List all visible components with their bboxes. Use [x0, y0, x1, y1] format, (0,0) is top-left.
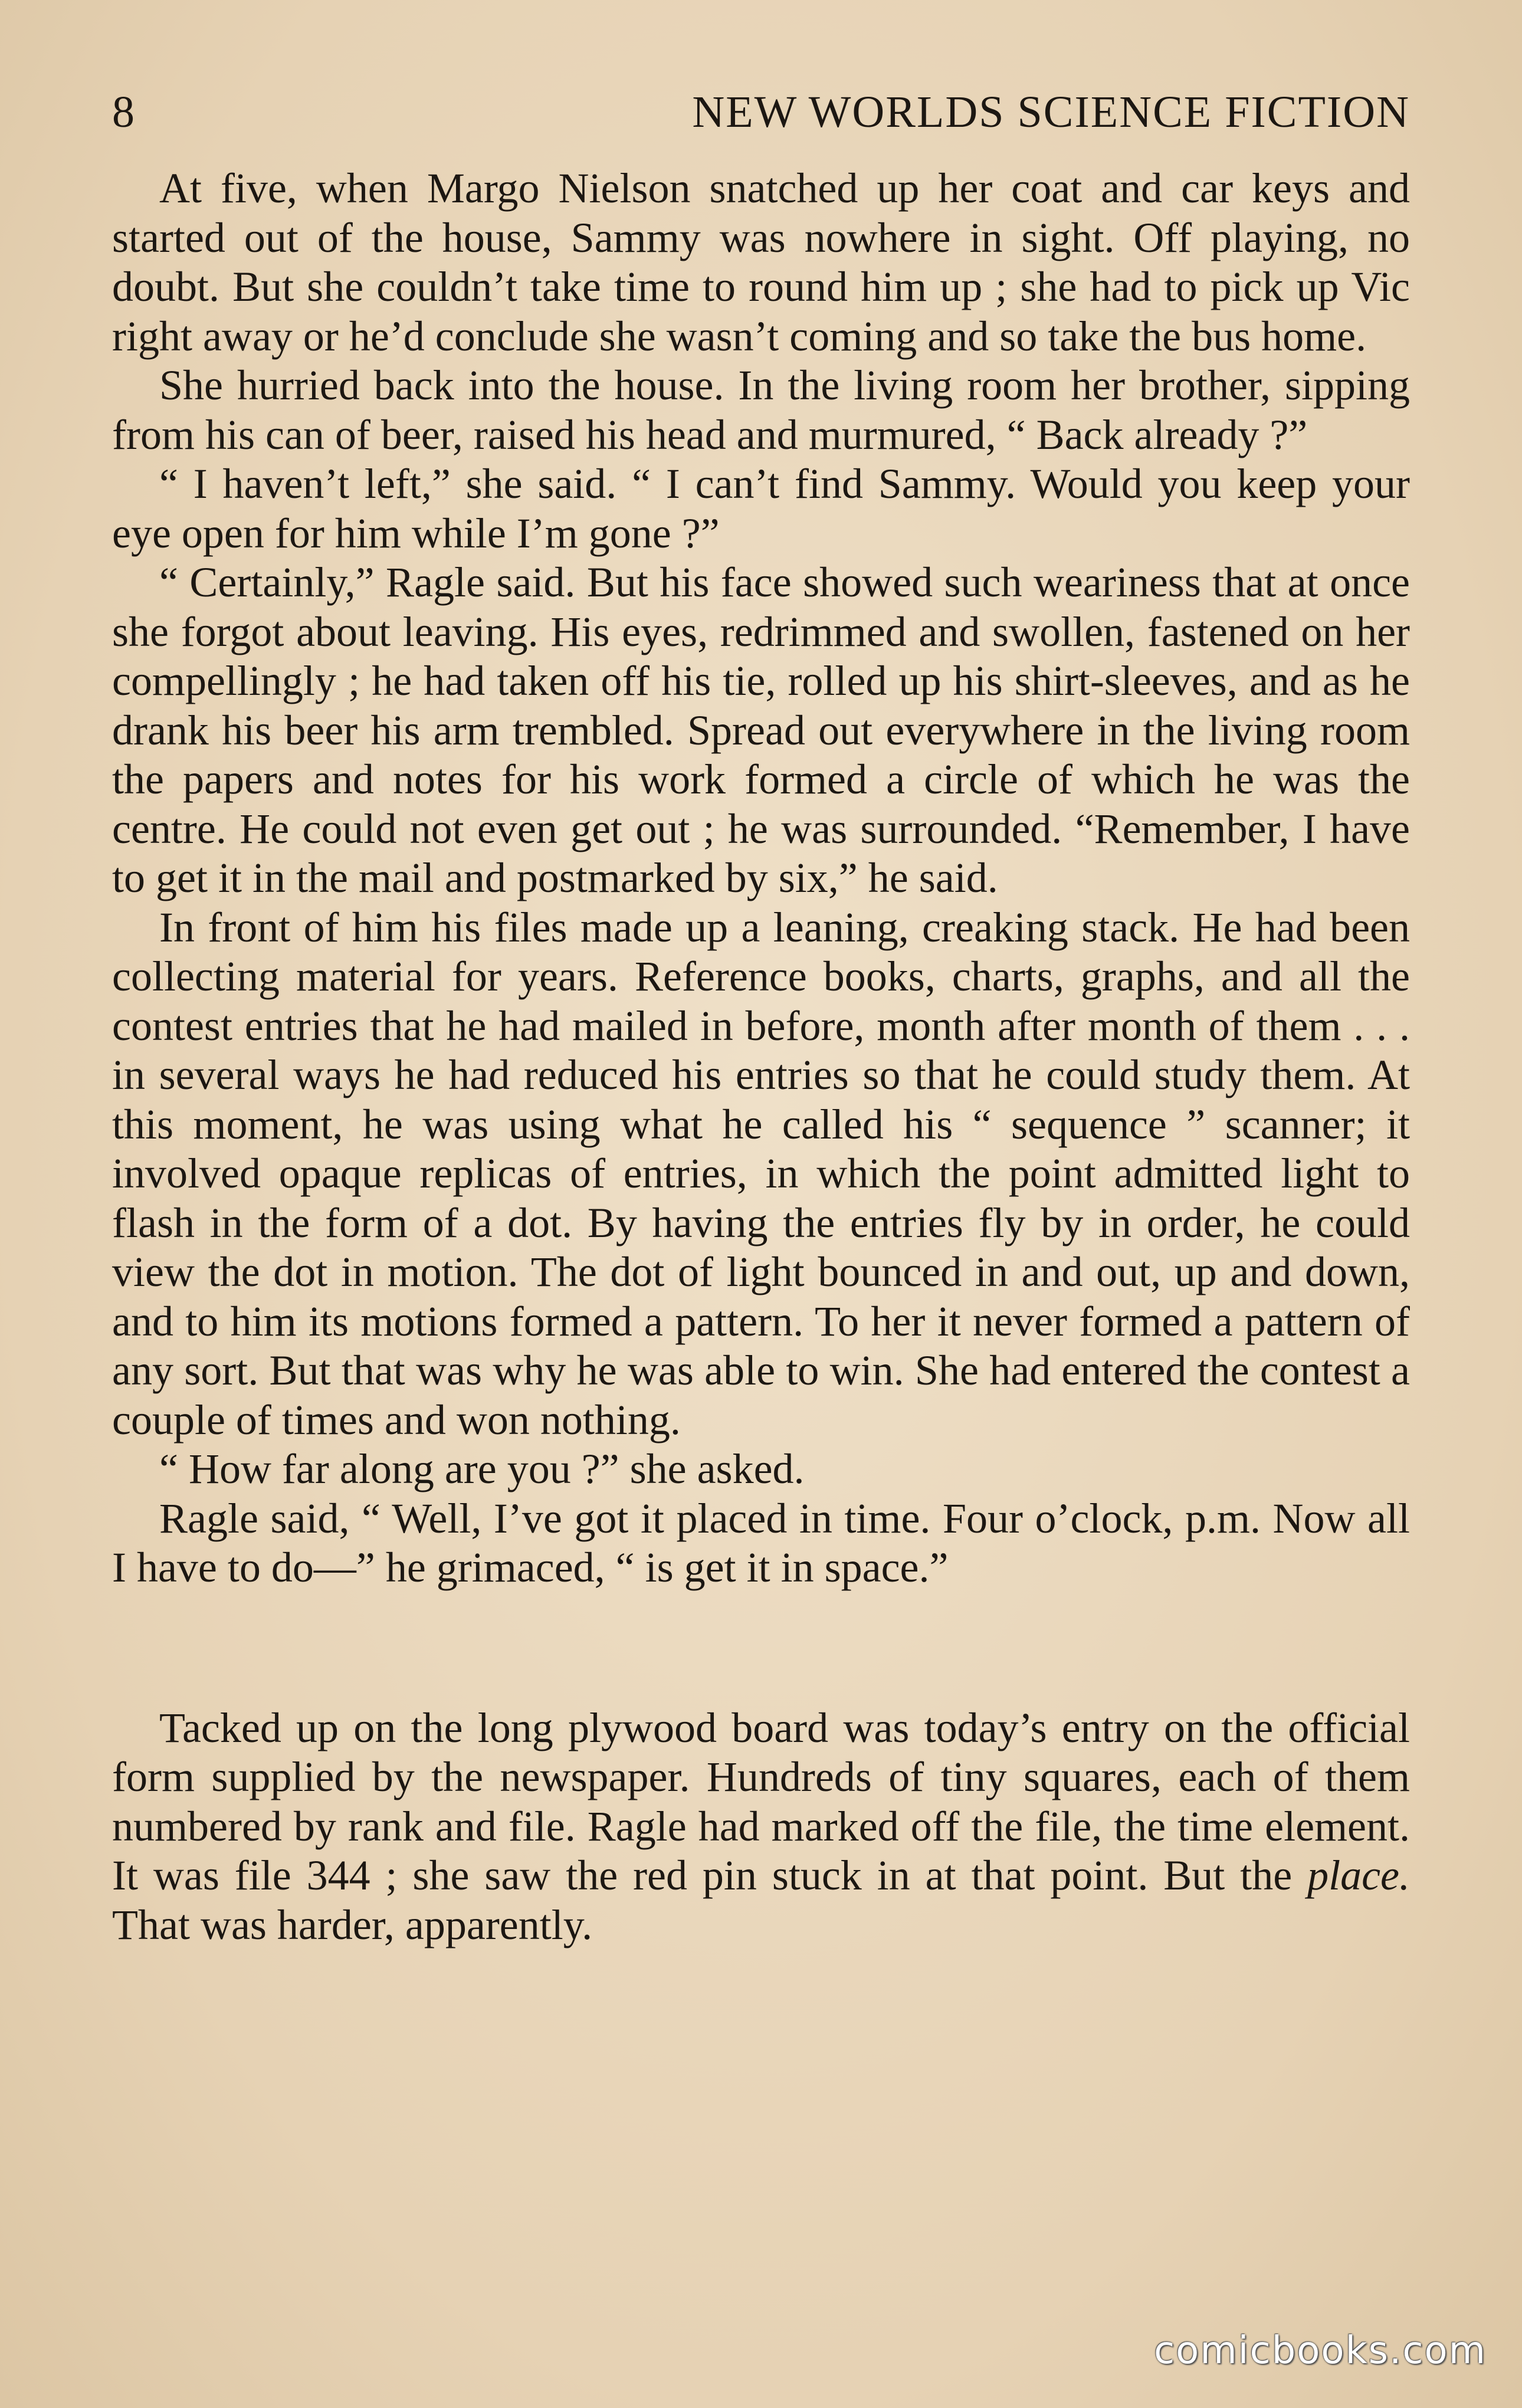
page-number: 8	[112, 87, 135, 137]
paragraph: In front of him his files made up a leaning, creaking stack. He had been collecting material for years. Reference books, charts, graphs, and all the contest entries that he had mailed in before, month after month of them . . . in several ways he had reduced his entries so that he could study them. At this moment, he was using what he called his “ sequence ” scanner; it involved opaque replicas of entries, in which the point admitted light to flash in the form of a dot. By having the entries fly by in order, he could view the dot in motion. The dot of light bounced in and out, up and down, and to him its motions formed a pattern. To her it never formed a pattern of any sort. But that was why he was able to win. She had entered the contest a couple of times and won nothing.	[112, 903, 1410, 1444]
paragraph: At five, when Margo Nielson snatched up her coat and car keys and started out of the house, Sammy was nowhere in sight. Off playing, no doubt. But she couldn’t take time to round him up ; she had to pick up Vic right away or he’d conclude she wasn’t coming and so take the bus home.	[112, 165, 1410, 360]
paragraph: “ How far along are you ?” she asked.	[159, 1445, 805, 1492]
paragraph-text: Tacked up on the long plywood board was today’s entry on the official form supplied by the newspaper. Hundreds of tiny squares, each of them numbered by rank and file. Ragle had marked off the file, the time element. It was file 344 ; she saw the red pin stuck in at that point. But the	[112, 1704, 1410, 1899]
journal-title: NEW WORLDS SCIENCE FICTION	[692, 87, 1410, 137]
running-head	[112, 77, 1410, 147]
paragraph: “ I haven’t left,” she said. “ I can’t find Sammy. Would you keep your eye open for him while I’m gone ?”	[112, 460, 1410, 557]
paragraph-text: That was harder, apparently.	[112, 1901, 593, 1948]
paragraph: She hurried back into the house. In the living room her brother, sipping from his can of beer, raised his head and murmured, “ Back already ?”	[112, 362, 1410, 458]
paragraph: “ Certainly,” Ragle said. But his face showed such weariness that at once she forgot about leaving. His eyes, redrimmed and swollen, fastened on her compellingly ; he had taken off his tie, rolled up his shirt-sleeves, and as he drank his beer his arm trembled. Spread out everywhere in the living room the papers and notes for his work formed a circle of which he was the centre. He could not even get out ; he was surrounded. “Remember, I have to get it in the mail and postmarked by six,” he said.	[112, 559, 1410, 901]
book-page	[112, 77, 1410, 1950]
paragraph	[112, 1704, 1410, 1950]
story-text	[112, 164, 1410, 1950]
section-break	[112, 1593, 1410, 1704]
emphasized-word: place.	[1307, 1852, 1410, 1899]
paragraph: Ragle said, “ Well, I’ve got it placed in time. Four o’clock, p.m. Now all I have to do—” he grimaced, “ is get it in space.”	[112, 1494, 1410, 1591]
watermark: comicbooks.com	[1153, 2329, 1487, 2373]
